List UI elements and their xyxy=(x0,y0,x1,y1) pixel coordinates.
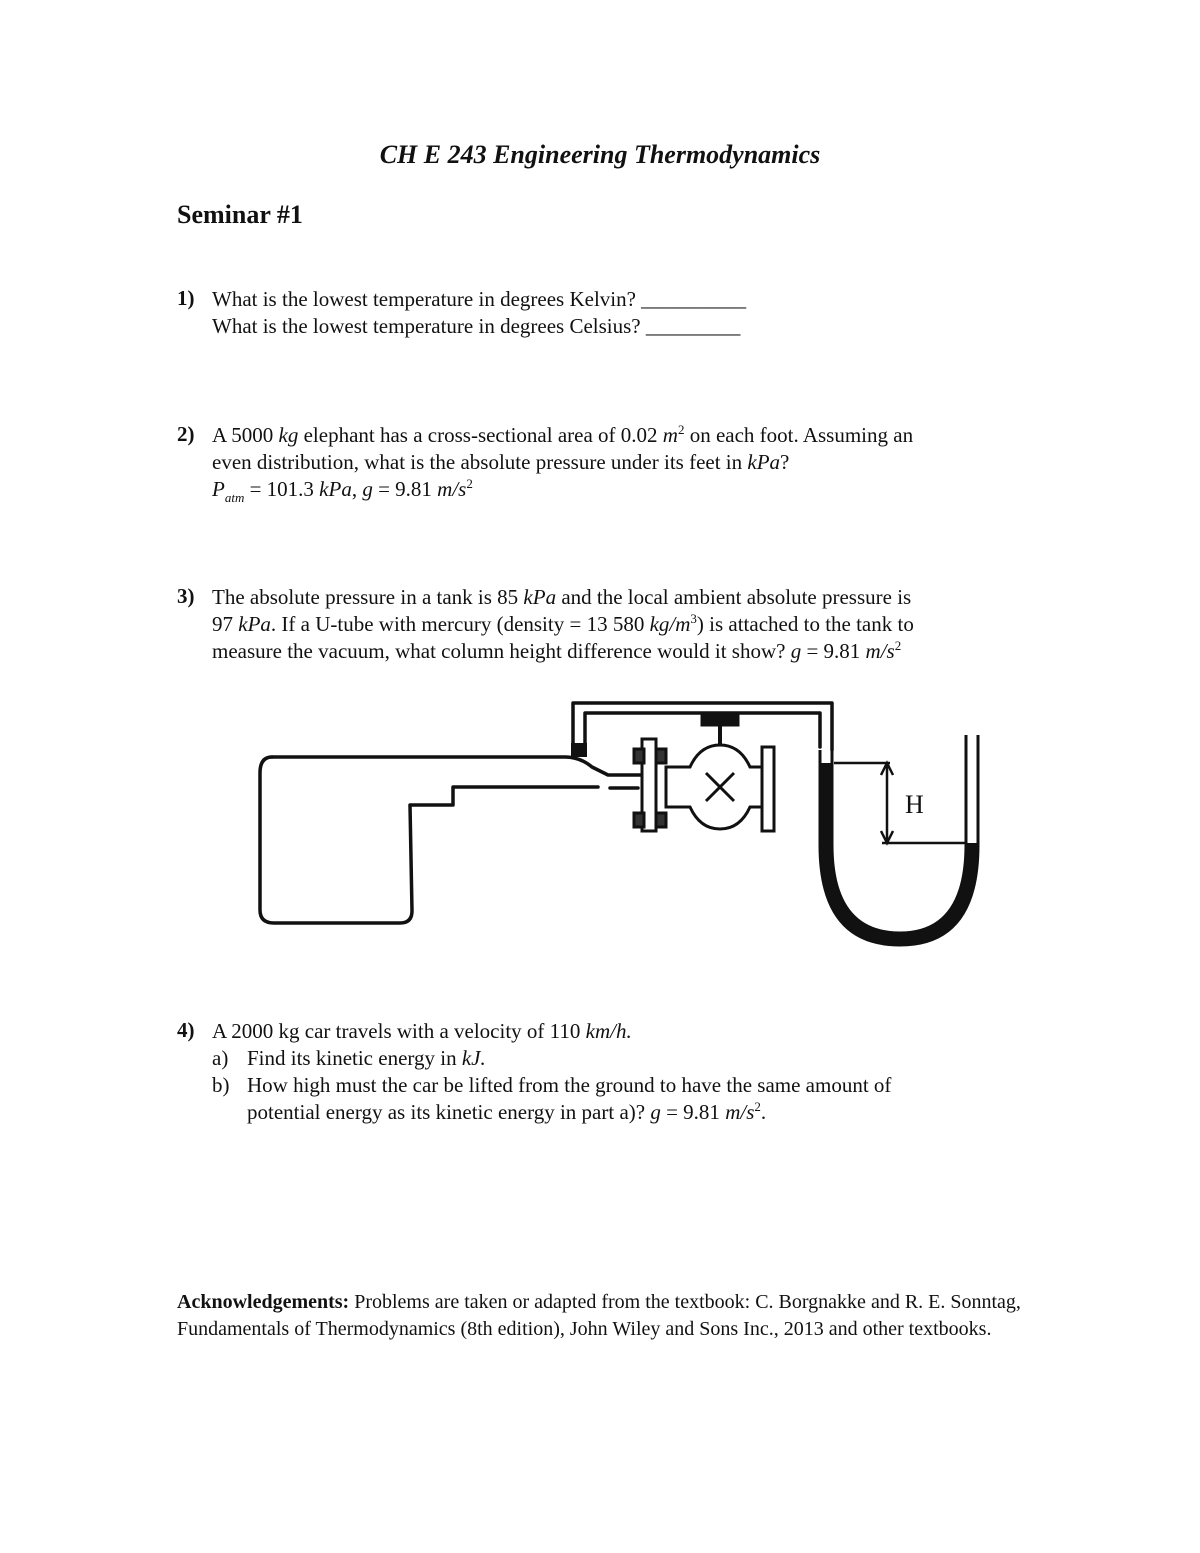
bolt-top-left xyxy=(634,749,644,763)
bolt-bottom-right xyxy=(656,813,666,827)
bolt-bottom-left xyxy=(634,813,644,827)
valve-body xyxy=(666,745,762,829)
question-3-line-2: 97 kPa. If a U-tube with mercury (density = 13 580 $kg/m^3$) is attached to the tank to xyxy=(212,611,914,636)
seminar-heading: Seminar #1 xyxy=(177,200,303,229)
acknowledgements xyxy=(177,1289,1037,1343)
question-2-line-2: even distribution, what is the absolute pressure under its feet in kPa? xyxy=(212,450,790,474)
question-2-constants: $P_{atm} = 101.3$ kPa, g = 9.81 $m/s^2$ xyxy=(212,476,473,505)
bolt-top-right xyxy=(656,749,666,763)
question-1-line-1: What is the lowest temperature in degrees Kelvin? __________ xyxy=(212,287,747,311)
question-4-part-b-line-2: potential energy as its kinetic energy in part a)? g = 9.81 $m/s^2$. xyxy=(247,1099,767,1124)
question-4-number: 4) xyxy=(177,1018,195,1042)
question-4-line-1: A 2000 kg car travels with a velocity of 110 km/h. xyxy=(212,1019,632,1043)
tap-junction xyxy=(571,743,587,757)
u-tube-manometer xyxy=(820,735,978,945)
question-3-line-3: measure the vacuum, what column height difference would it show? g = 9.81 $m/s^2$ xyxy=(212,638,902,663)
question-1-number: 1) xyxy=(177,286,195,310)
question-3-number: 3) xyxy=(177,584,195,608)
tank xyxy=(260,757,598,923)
question-4-part-a: a) Find its kinetic energy in kJ. xyxy=(212,1046,486,1070)
height-label: H xyxy=(905,790,924,819)
question-2-number: 2) xyxy=(177,422,195,446)
question-1-line-2: What is the lowest temperature in degrees Celsius? _________ xyxy=(212,314,741,338)
valve xyxy=(634,715,774,831)
acknowledgements-label: Acknowledgements: xyxy=(177,1291,350,1313)
question-2-line-1: A 5000 kg elephant has a cross-sectional area of 0.02 $m^2$ on each foot. Assuming an xyxy=(212,422,914,447)
tank-manometer-diagram xyxy=(250,695,1000,955)
valve-handwheel xyxy=(702,715,738,725)
tank-top-edge xyxy=(272,757,642,775)
question-3-line-1: The absolute pressure in a tank is 85 kPa and the local ambient absolute pressure is xyxy=(212,585,912,609)
acknowledgements-text: Problems are taken or adapted from the textbook: C. Borgnakke and R. E. Sonntag, Fundamentals of Thermodynamics (8th edition), John Wiley and Sons Inc., 2013 and other textbooks. xyxy=(177,1291,1021,1340)
question-4-part-b-line-1: b) How high must the car be lifted from the ground to have the same amount of xyxy=(212,1073,892,1097)
valve-flange-right xyxy=(762,747,774,831)
page-title: CH E 243 Engineering Thermodynamics xyxy=(379,140,821,169)
